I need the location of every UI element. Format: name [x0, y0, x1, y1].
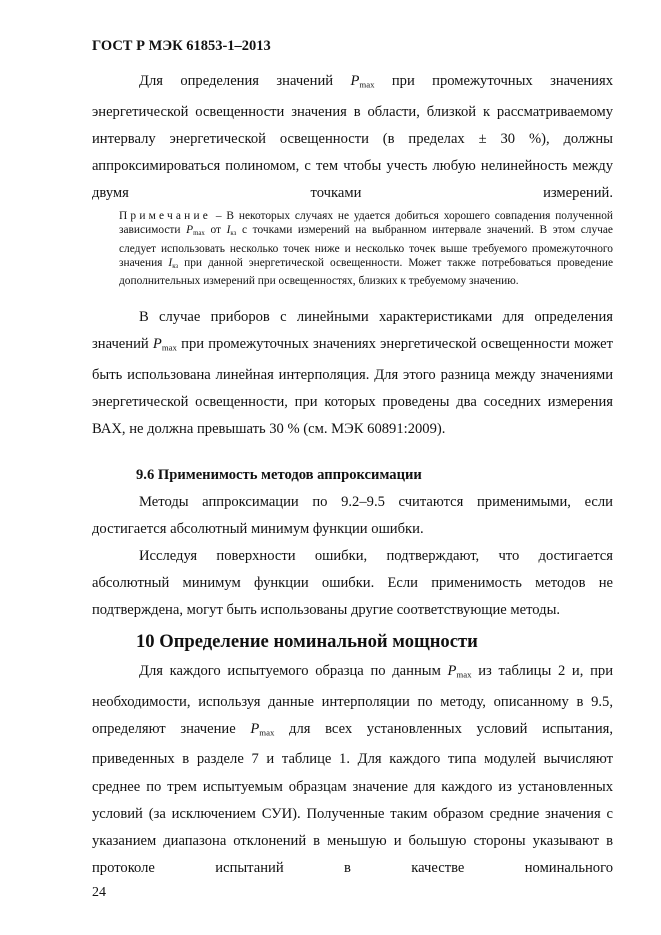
- note-paragraph: Примечание – В некоторых случаях не удается добиться хорошего совпадения полученной зависимости $P_{max}$ от $I_{кз}$ с точками измерений на выбранном интервале значений. В этом случае следует использовать несколько точек ниже и несколько точек выше требуемого промежуточного значения $I_{кз}$ при данной энергетической освещенности. Может также потребоваться проведение дополнительных измерений при освещенностях, близких к требуемому значению.: [119, 210, 613, 288]
- pmax-symbol: $P_{max}$: [350, 73, 375, 90]
- document-header: ГОСТ Р МЭК 61853-1–2013: [92, 38, 271, 54]
- pmax-symbol: $P_{max}$: [250, 720, 275, 738]
- pmax-symbol: $P_{max}$: [447, 663, 472, 680]
- note-key: Примечание: [119, 210, 212, 222]
- paragraph-rated-power: Для каждого испытуемого образца по данным $P_{max}$ из таблицы 2 и, при необходимости, используя данные интерполяции по методу, описанному в 9.5, определяют значение $P_{max}$ для всех установленных условий испытания, приведенных в разделе 7 и таблице 1. Для каждого типа модулей вычисляют среднее по трем испытуемым образцам значение для каждого из установленных условий (за исключением СУИ). Полученные таким образом средние значения с указанием диапазона отклонений в меньшую и большую стороны указывают в протоколе испытаний в качестве номинального: [92, 663, 613, 877]
- ikz-symbol: $I_{кз}$: [226, 224, 237, 238]
- page-number: 24: [92, 885, 106, 900]
- paragraph-pmax-approximation: Для определения значений $P_{max}$ при промежуточных значениях энергетической освещенности значения в области, близкой к рассматриваемому интервалу энергетической освещенности (в пределах ± 30 %), должны аппроксимироваться полиномом, с тем чтобы учесть любую нелинейность между двумя точками измерений.: [92, 73, 613, 202]
- paragraph-linear-interpolation: В случае приборов с линейными характеристиками для определения значений $P_{max}$ при промежуточных значениях энергетической освещенности может быть использована линейная интерполяция. Для этого разница между значениями энергетической освещенности, при которых проведены два соседних измерения ВАХ, не должна превышать 30 % (см. МЭК 60891:2009).: [92, 309, 613, 438]
- pmax-symbol: $P_{max}$: [152, 336, 177, 353]
- section-10-heading: 10 Определение номинальной мощности: [136, 631, 478, 652]
- ikz-symbol: $I_{кз}$: [168, 257, 179, 271]
- pmax-symbol: $P_{max}$: [186, 224, 205, 238]
- paragraph-methods-applicable: Методы аппроксимации по 9.2–9.5 считаются применимыми, если достигается абсолютный минимум функции ошибки.: [92, 494, 613, 538]
- section-9-6-heading: 9.6 Применимость методов аппроксимации: [136, 467, 422, 483]
- paragraph-error-surfaces: Исследуя поверхности ошибки, подтверждают, что достигается абсолютный минимум функции ошибки. Если применимость методов не подтверждена, могут быть использованы другие соответствующие методы.: [92, 548, 613, 619]
